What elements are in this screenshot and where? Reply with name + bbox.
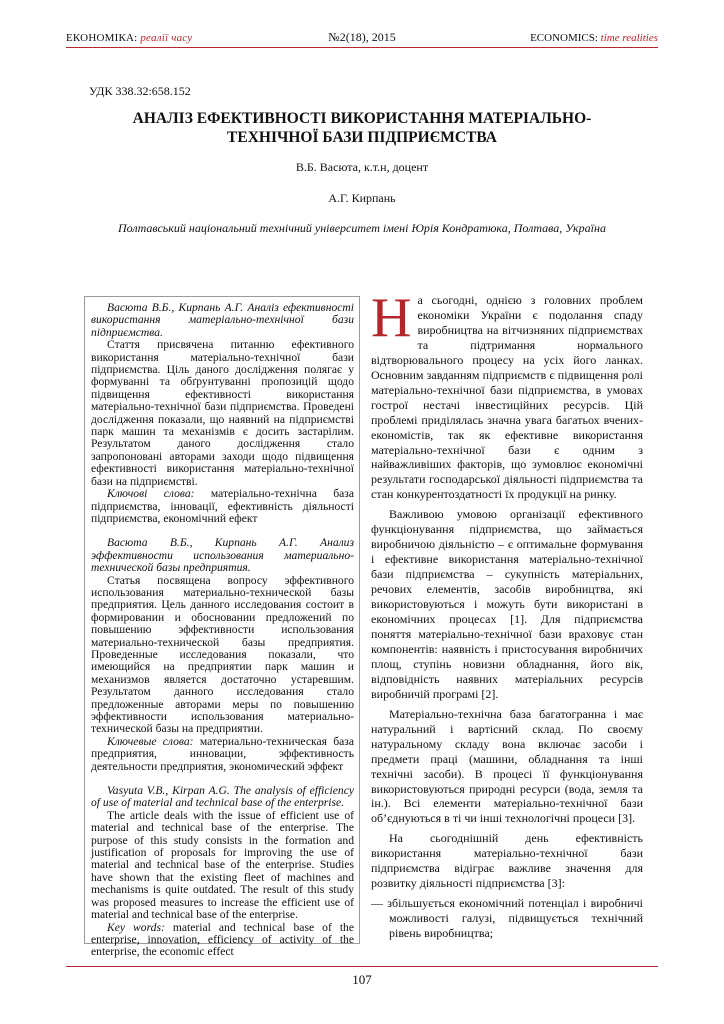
drop-cap: Н xyxy=(371,287,412,349)
bullet-list xyxy=(371,896,643,941)
article-title: АНАЛІЗ ЕФЕКТИВНОСТІ ВИКОРИСТАННЯ МАТЕРІАЛЬНО-ТЕХНІЧНОЇ БАЗИ ПІДПРИЄМСТВА xyxy=(132,110,592,146)
footer-rule xyxy=(66,966,658,967)
list-item: — збільшується економічний потенціал і виробничі можливості галузі, підвищується технічний рівень виробництва; xyxy=(371,896,643,941)
journal-name-en: ECONOMICS: time realities xyxy=(530,32,658,44)
page-number: 107 xyxy=(352,972,372,987)
paragraph-2: Важливою умовою організації ефективного функціонування підприємства, що займається виробничою діяльністю – є оптимальне формування і ефективне використання матеріально-технічної бази підприємства – сукупність матеріальних, речових елементів, засобів виробництва, які використовуються і можуть бути використані в економічних процесах [1]. Для підприємства поняття матеріально-технічної бази враховує стан компонентів: наявність і пристосування виробничих площ, ступінь новизни обладнання, його вік, відповідність наявних матеріальних ресурсів виробничій програмі [2]. xyxy=(371,507,643,701)
issue-number: №2(18), 2015 xyxy=(328,30,396,44)
running-header xyxy=(66,30,658,48)
paragraph-4: На сьогоднішній день ефективність використання матеріально-технічної бази підприємства відіграє важливе значення для розвитку діяльності підприємства [3]: xyxy=(371,831,643,891)
abstract-ru-ref: Васюта В.Б., Кирпань А.Г. Анализ эффективности использования материально-технической базы предприятия. xyxy=(91,536,354,575)
author-second: А.Г. Кирпань xyxy=(328,191,396,205)
abstract-ru-body: Статья посвящена вопросу эффективного использования материально-технической базы предприятия. Цель данного исследования состоит в формировании и обосновании предложений по повышению эффективности использования материально-технической базы предприятия. Проведенные исследования показали, что имеющийся на предприятии парк машин и механизмов является достаточно устаревшим. Результатом данного исследования стало предложенные авторами меры по повышению эффективности использования материально-технической базы на предприятии. xyxy=(91,573,354,736)
udk-code: УДК 338.32:658.152 xyxy=(89,84,191,98)
abstract-en-ref: Vasyuta V.B., Kirpan A.G. The analysis of efficiency of use of material and technical base of the enterprise. xyxy=(91,784,354,810)
authors: В.Б. Васюта, к.т.н, доцент xyxy=(295,160,429,174)
header-rule xyxy=(66,47,658,48)
paragraph-intro: На сьогодні, однією з головних проблем економіки України є подолання спаду виробництва на вітчизняних підприємствах та підтримання нормального відтворювального процесу на усіх його ланках. Основним завданням підприємств є підвищення ролі матеріально-технічної бази підприємства, в умовах гострої нестачі інвестиційних ресурсів. Цій проблемі приділялась значна увага багатьох вчених-економістів, так як ефективне використання матеріально-технічної бази є одним з найважливіших факторів, що зумовлює економічні результати господарської діяльності підприємства та стан конкурентоздатності їх продукції на ринку. xyxy=(371,287,643,502)
abstract-ua-body: Стаття присвячена питанню ефективного використання матеріально-технічної бази підприємства. Ціль даного дослідження полягає у формуванні та обґрунтуванні пропозицій щодо підвищення ефективності використання матеріально-технічної бази підприємства. Проведені дослідження показали, що наявний на підприємстві парк машин та механізмів є досить застарілим. Результатом даного дослідження стало запропоновані авторами заходи щодо підвищення ефективності використання матеріально-технічної бази на підприємстві. xyxy=(91,338,354,488)
abstract-en-keywords: Key words: material and technical base of the enterprise, innovation, efficiency of activity of the enterprise, the economic effect xyxy=(91,920,354,959)
abstract-ua-keywords: Ключові слова: матеріально-технічна база підприємства, інновації, ефективність діяльності підприємства, економічний ефект xyxy=(91,487,355,525)
abstract-en-body: The article deals with the issue of efficient use of material and technical base of the enterprise. The purpose of this study consists in the formation and justification of proposals for improving the use of material and technical base of the enterprise. Studies have shown that the existing fleet of machines and mechanisms is quite outdated. The result of this study was proposed measures to increase the efficient use of material and technical base of the enterprise. xyxy=(91,808,354,922)
abstracts-box xyxy=(84,296,360,959)
abstract-ru-keywords: Ключевые слова: материально-техническая база предприятия, инновации, эффективность деятельности предприятия, экономический эффект xyxy=(91,734,354,773)
journal-name-ua: ЕКОНОМІКА: реалії часу xyxy=(66,32,193,44)
affiliation: Полтавський національний технічний університет імені Юрія Кондратюка, Полтава, Україна xyxy=(118,221,606,235)
paragraph-3: Матеріально-технічна база багатогранна і має натуральний і вартісний склад. По своєму натуральному складу вона включає засоби і предмети праці (машини, обладнання та інші технічні засоби). В процесі її функціонування використовуються природні ресурси (вода, земля та ін.). Всі елементи матеріально-технічної бази об’єднуються в ті чи інші технологічні процеси [3]. xyxy=(371,706,643,826)
abstract-ua-ref: Васюта В.Б., Кирпань А.Г. Аналіз ефективності використання матеріально-технічної бази підприємства. xyxy=(91,301,354,339)
main-text-column xyxy=(371,287,643,941)
